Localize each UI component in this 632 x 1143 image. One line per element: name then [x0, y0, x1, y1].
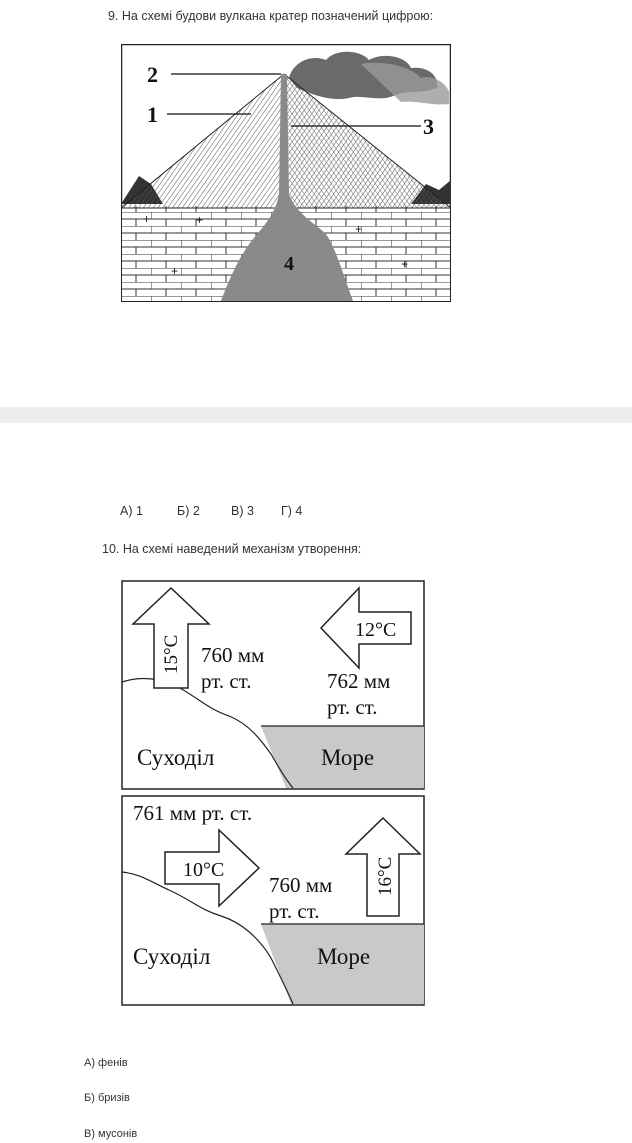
page-separator [0, 407, 632, 423]
answer-a[interactable]: А) 1 [120, 504, 143, 518]
pressure-sea-top-1: 762 мм [327, 669, 391, 693]
left-arrow-temp: 12°C [355, 619, 397, 641]
pressure-sea-top-2: рт. ст. [327, 695, 378, 719]
pressure-bottom-1: 760 мм [269, 873, 333, 897]
sea-label-top: Море [321, 745, 375, 770]
label-2: 2 [147, 62, 158, 87]
svg-text:+: + [401, 257, 409, 271]
label-4: 4 [284, 253, 294, 275]
pressure-bottom-2: рт. ст. [269, 899, 320, 923]
label-1: 1 [147, 102, 158, 127]
sea-label-bottom: Море [317, 944, 371, 969]
pressure-land-top-1: 760 мм [201, 643, 265, 667]
question-10-title: 10. На схемі наведений механізм утворення: [102, 542, 362, 556]
answer-d[interactable]: Г) 4 [281, 504, 303, 518]
volcano-diagram [121, 44, 451, 302]
question-9-answers [120, 504, 302, 518]
land-label-top: Суходіл [137, 745, 215, 770]
option-b[interactable]: Б) бризів [84, 1092, 130, 1104]
question-9-title: 9. На схемі будови вулкана кратер позначений цифрою: [108, 9, 434, 23]
land-label-bottom: Суходіл [133, 944, 211, 969]
breeze-diagram [121, 580, 426, 1008]
right-arrow-temp: 10°C [183, 859, 225, 881]
up-arrow-top-temp: 15°C [161, 634, 182, 674]
option-a[interactable]: А) фенів [84, 1057, 128, 1069]
svg-text:+: + [143, 212, 151, 226]
svg-text:+: + [171, 264, 179, 278]
answer-c[interactable]: В) 3 [231, 504, 254, 518]
svg-text:+: + [196, 213, 204, 227]
option-c[interactable]: В) мусонів [84, 1128, 138, 1140]
svg-text:+: + [355, 222, 363, 236]
up-arrow-bottom-temp: 16°C [375, 856, 396, 896]
answer-b[interactable]: Б) 2 [177, 504, 200, 518]
pressure-land-top-2: рт. ст. [201, 669, 252, 693]
pressure-top-bottom: 761 мм рт. ст. [133, 801, 253, 825]
label-3: 3 [423, 114, 434, 139]
